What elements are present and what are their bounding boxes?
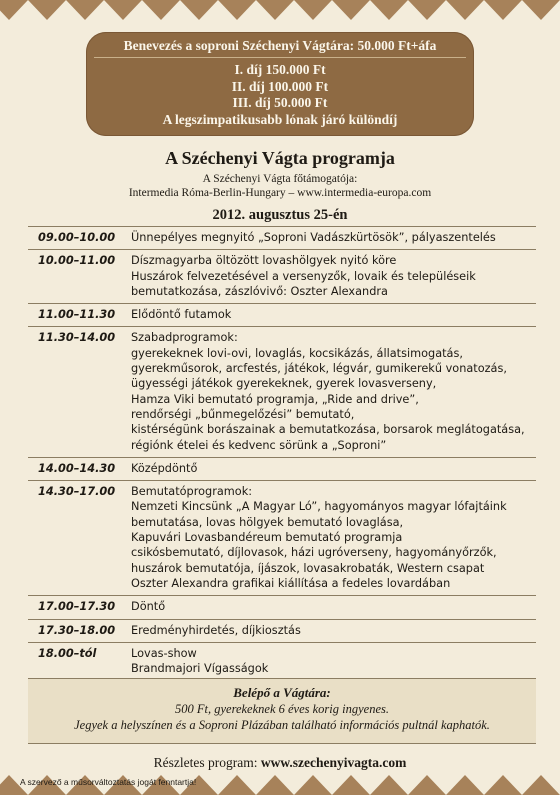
- schedule-line: bemutatása, lovas hölgyek bemutató lovaglása,: [131, 515, 404, 529]
- website-link[interactable]: www.szechenyivagta.com: [260, 755, 407, 770]
- ornament-triangle: [104, 0, 142, 20]
- schedule-row: [28, 326, 536, 456]
- prize-list: [86, 62, 474, 128]
- ornament-triangle: [522, 775, 560, 795]
- schedule-description: [131, 230, 536, 245]
- ornament-triangle: [370, 775, 408, 795]
- schedule-line: Ünnepélyes megnyitó „Soproni Vadászkürtösök”, pályaszentelés: [131, 231, 496, 244]
- schedule-row: [28, 642, 536, 681]
- top-triangle-ornament: [0, 0, 560, 20]
- schedule-row: [28, 457, 536, 480]
- schedule-line: Eredményhirdetés, díjkiosztás: [131, 623, 301, 637]
- prize-second: II. díj 100.000 Ft: [231, 78, 329, 94]
- sponsor-name: Intermedia Róma-Berlin-Hungary – www.intermedia-europa.com: [128, 187, 432, 199]
- schedule-description: [131, 461, 536, 476]
- ornament-triangle: [0, 0, 28, 20]
- ornament-triangle: [408, 0, 446, 20]
- ornament-triangle: [446, 775, 484, 795]
- details-line: [0, 755, 560, 771]
- schedule-line: Nemzeti Kincsünk „A Magyar Ló”, hagyományos magyar lófajtáink: [131, 500, 507, 514]
- event-date: 2012. augusztus 25-én: [212, 207, 348, 223]
- schedule-line: Lovas-show: [131, 646, 197, 660]
- ornament-triangle: [180, 0, 218, 20]
- schedule-row: [28, 480, 536, 595]
- schedule-description: [131, 307, 536, 322]
- schedule-line: Díszmagyarba öltözött lovashölgyek nyitó köre: [131, 254, 397, 268]
- schedule-description: [131, 599, 536, 614]
- schedule-line: Kapuvári Lovasbandéreum bemutató programja: [131, 531, 403, 545]
- ornament-triangle: [332, 0, 370, 20]
- prize-third: III. díj 50.000 Ft: [232, 95, 328, 110]
- ornament-triangle: [28, 0, 66, 20]
- ornament-triangle: [332, 775, 370, 795]
- schedule-row: [28, 249, 536, 303]
- ticket-info-box: [28, 678, 536, 744]
- entry-fee-prize-box: [86, 32, 474, 136]
- ornament-triangle: [484, 775, 522, 795]
- schedule-line: csikósbemutató, díjlovasok, házi ugróverseny, hagyományőrzők,: [131, 546, 497, 560]
- sponsor-info: [0, 172, 560, 200]
- prize-first: I. díj 150.000 Ft: [234, 62, 326, 77]
- schedule-table: [28, 226, 536, 680]
- prize-special: A legszimpatikusabb lónak járó különdíj: [162, 111, 398, 127]
- schedule-time: 17.30–18.00: [38, 623, 116, 637]
- schedule-line: Döntő: [131, 600, 166, 614]
- schedule-line: Elődöntő futamok: [131, 308, 232, 322]
- schedule-description: [131, 646, 536, 677]
- program-title: A Széchenyi Vágta programja: [165, 148, 395, 168]
- schedule-time: 11.00–11.30: [38, 308, 116, 322]
- ticket-title: Belépő a Vágtára:: [233, 685, 331, 700]
- ornament-triangle: [522, 0, 560, 20]
- schedule-line: Bemutatóprogramok:: [131, 485, 253, 499]
- schedule-line: huszárok bemutatója, íjászok, lovasakrobaták, Western csapat: [131, 561, 485, 575]
- ticket-location: Jegyek a helyszínen és a Soproni Plázában található információs pultnál kaphatók.: [74, 718, 490, 732]
- sponsor-label: A Széchenyi Vágta főtámogatója:: [202, 173, 358, 185]
- ornament-triangle: [294, 775, 332, 795]
- triangle-pattern-top: [0, 0, 560, 20]
- ornament-triangle: [256, 775, 294, 795]
- entry-fee-headline: Benevezés a soproni Széchenyi Vágtára: 50.000 Ft+áfa: [123, 38, 437, 53]
- schedule-row: [28, 226, 536, 249]
- schedule-time: 09.00–10.00: [38, 231, 116, 244]
- schedule-description: [131, 253, 536, 299]
- schedule-row: [28, 619, 536, 642]
- details-label: Részletes program:: [153, 755, 258, 770]
- schedule-description: [131, 484, 536, 591]
- ornament-triangle: [142, 0, 180, 20]
- schedule-line: gyerekműsorok, arcfestés, játékok, légvár, gumikerekű vonatozás,: [131, 362, 507, 376]
- schedule-line: kistérségünk borászainak a bemutatkozása, borsarok meglátogatása,: [131, 423, 525, 437]
- ornament-triangle: [408, 775, 446, 795]
- ornament-triangle: [218, 0, 256, 20]
- ornament-triangle: [66, 0, 104, 20]
- schedule-time: 17.00–17.30: [38, 600, 116, 614]
- schedule-line: bemutatkozása, zászlóvivő: Oszter Alexandra: [131, 284, 388, 298]
- schedule-row: [28, 303, 536, 326]
- ticket-price: 500 Ft, gyerekeknek 6 éves korig ingyenes.: [174, 702, 390, 716]
- schedule-line: Brandmajori Vígasságok: [131, 662, 269, 676]
- ornament-triangle: [256, 0, 294, 20]
- ornament-triangle: [484, 0, 522, 20]
- schedule-time: 14.30–17.00: [38, 485, 116, 499]
- schedule-line: régiónk ételei és kedvenc sörünk a „Soproni”: [131, 438, 387, 452]
- prize-box-divider: [94, 57, 466, 58]
- schedule-line: gyerekeknek lovi-ovi, lovaglás, kocsikázás, állatsimogatás,: [131, 346, 463, 360]
- schedule-description: [131, 623, 536, 638]
- schedule-line: Szabadprogramok:: [131, 331, 238, 345]
- schedule-time: 11.30–14.00: [38, 331, 116, 345]
- schedule-line: Huszárok felvezetésével a versenyzők, lovaik és településeik: [131, 269, 476, 283]
- schedule-time: 10.00–11.00: [38, 254, 116, 268]
- ornament-triangle: [370, 0, 408, 20]
- ornament-triangle: [294, 0, 332, 20]
- disclaimer-note: A szervező a műsorváltoztatás jogát fenntartja!: [20, 777, 197, 787]
- schedule-line: Középdöntő: [131, 461, 198, 475]
- schedule-line: ügyességi játékok gyerekeknek, gyerek lovasverseny,: [131, 377, 437, 391]
- ornament-triangle: [218, 775, 256, 795]
- ornament-triangle: [446, 0, 484, 20]
- schedule-time: 14.00–14.30: [38, 461, 116, 475]
- schedule-line: Hamza Viki bemutató programja, „Ride and drive”,: [131, 392, 419, 406]
- schedule-description: [131, 330, 536, 452]
- schedule-line: Oszter Alexandra grafikai kiállítása a fedeles lovardában: [131, 576, 451, 590]
- schedule-line: rendőrségi „bűnmegelőzési” bemutató,: [131, 407, 355, 421]
- schedule-time: 18.00–tól: [38, 646, 97, 660]
- schedule-row: [28, 595, 536, 618]
